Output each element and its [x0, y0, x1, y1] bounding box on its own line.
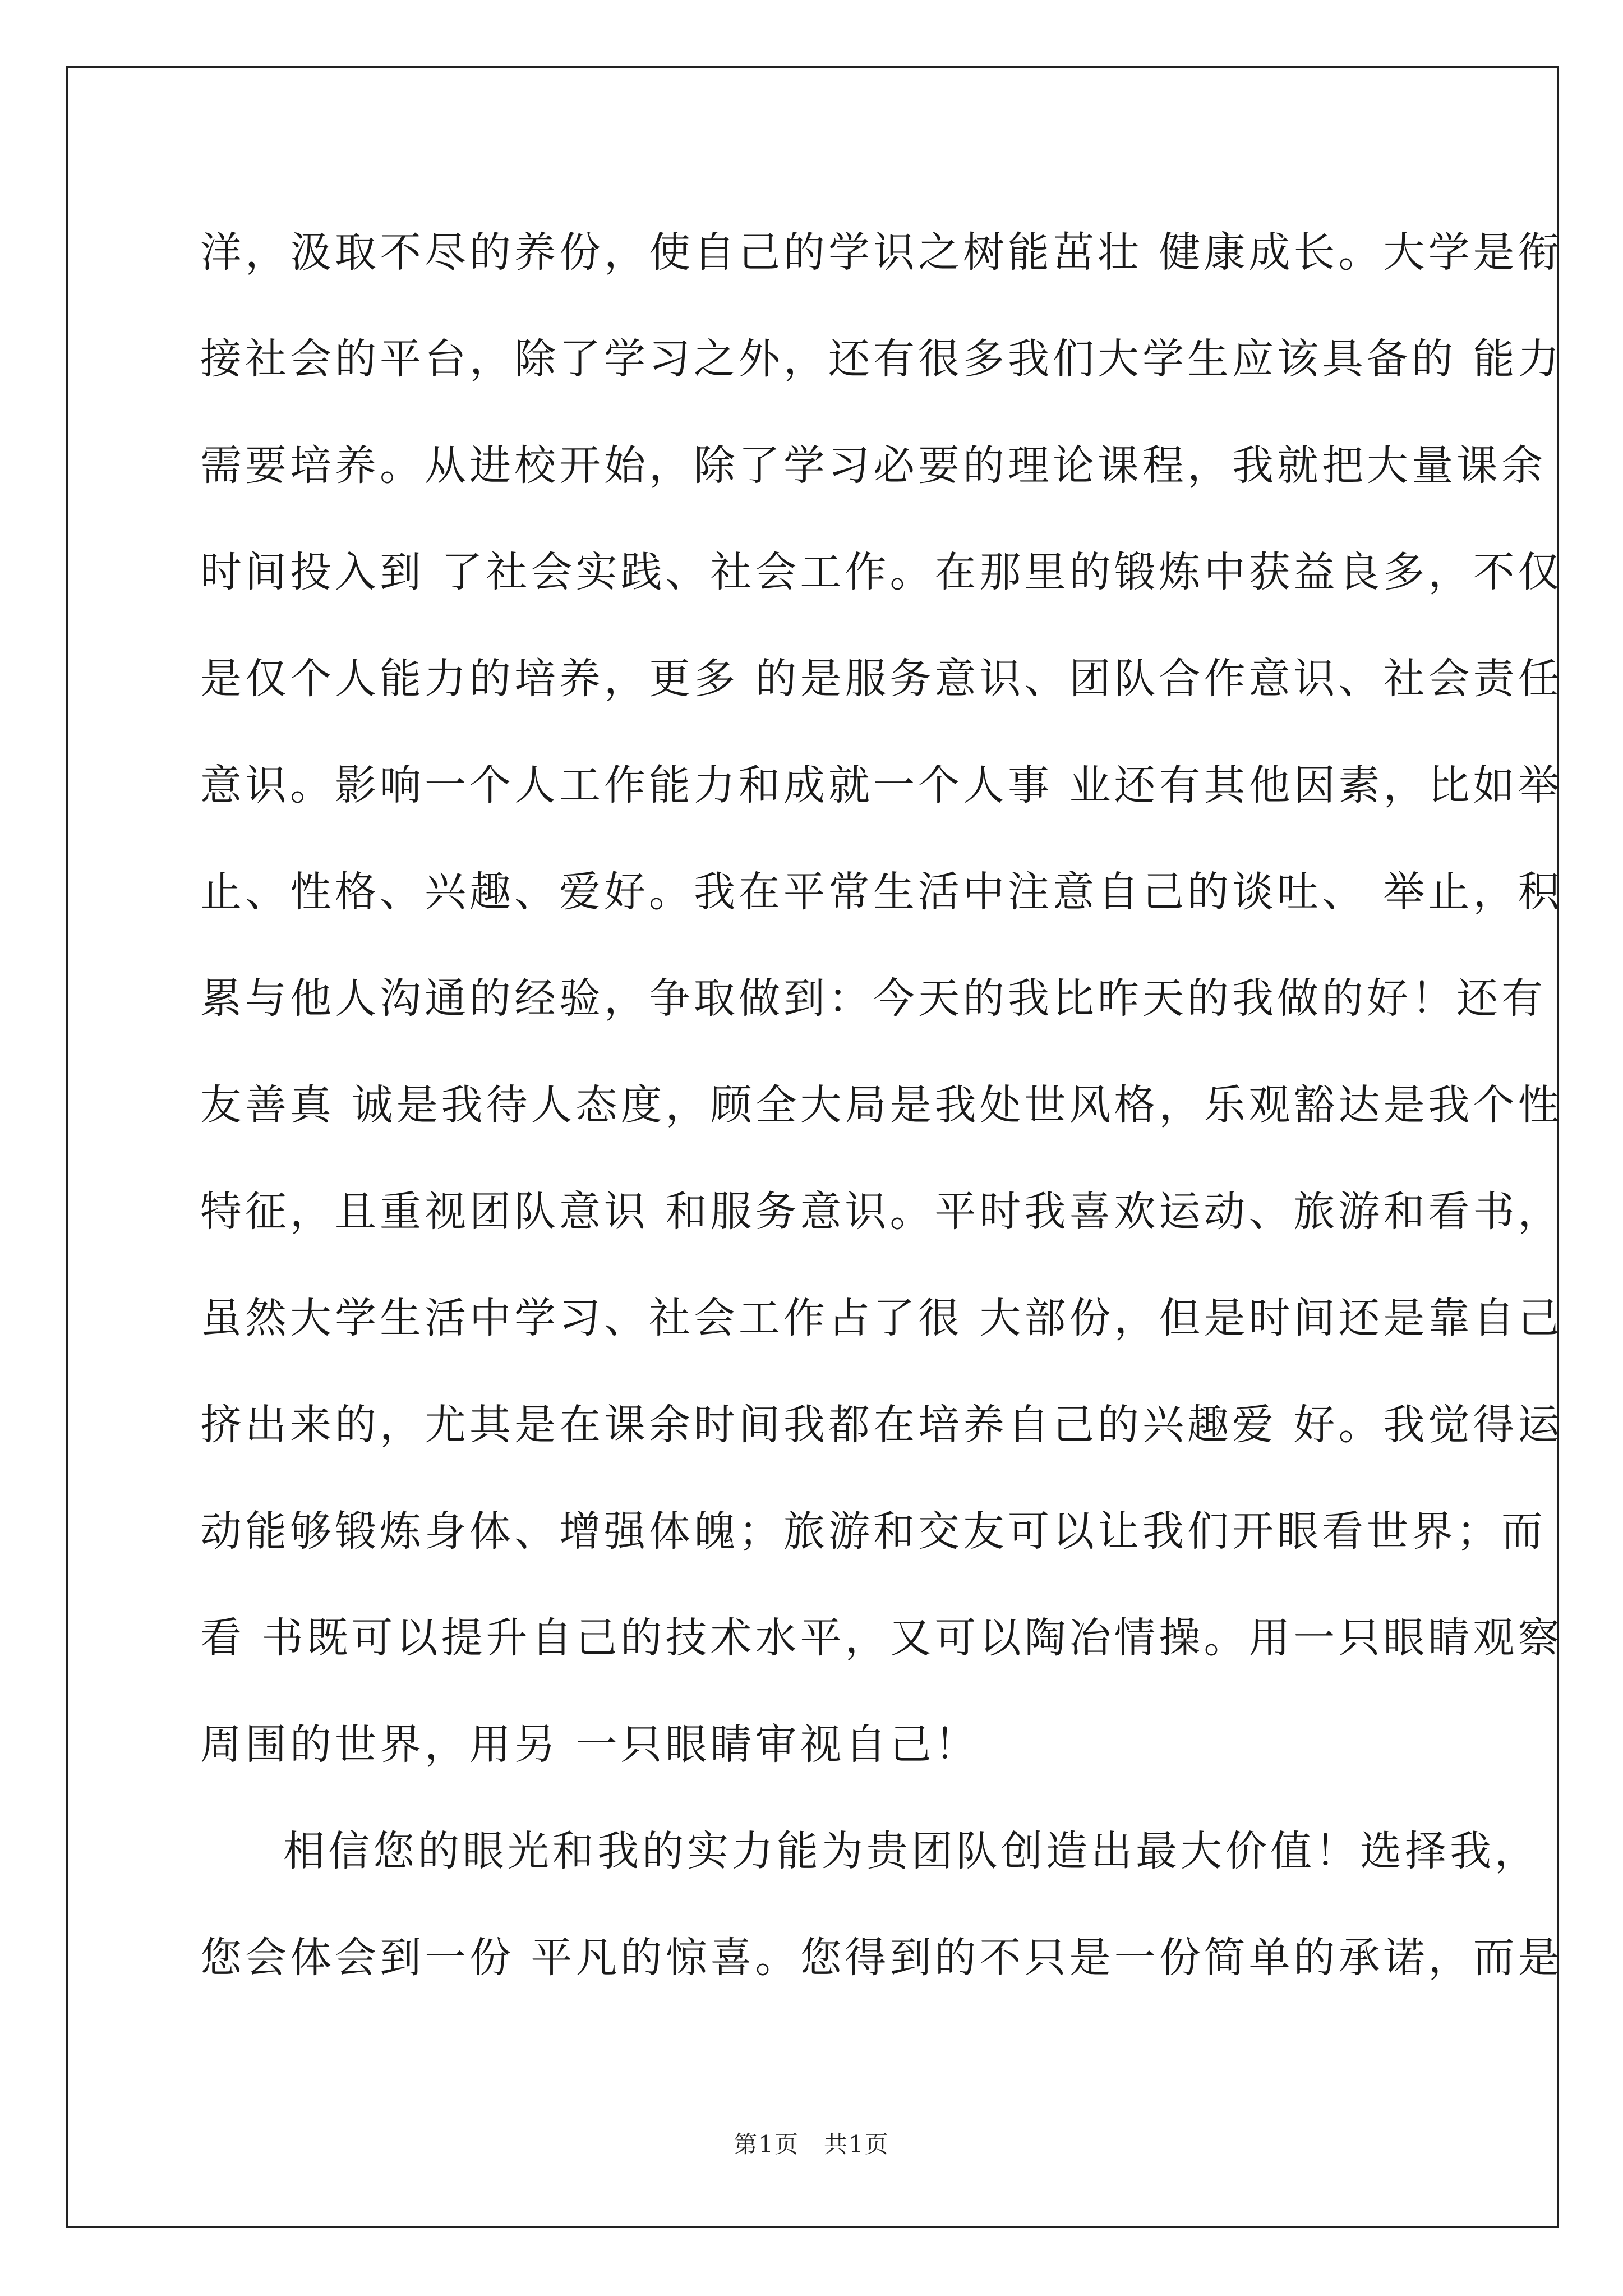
text-line: 动能够锻炼身体、增强体魄；旅游和交友可以让我们开眼看世界；而: [200, 1507, 1546, 1556]
paragraph-1: [200, 219, 1563, 1818]
text-line: 相信您的眼光和我的实力能为贵团队创造出最大价值！选择我，: [283, 1827, 1539, 1875]
text-line: 特征，且重视团队意识 和服务意识。平时我喜欢运动、旅游和看书，: [200, 1188, 1563, 1236]
text-line: 需要培养。从进校开始，除了学习必要的理论课程，我就把大量课余: [200, 441, 1546, 490]
page-number-footer: 第1页 共1页: [734, 2131, 889, 2158]
text-line: 周围的世界，用另 一只眼睛审视自己！: [200, 1720, 980, 1769]
text-line: 洋，汲取不尽的养份，使自己的学识之树能茁壮 健康成长。大学是衔: [200, 228, 1563, 277]
text-line: 挤出来的，尤其是在课余时间我都在培养自己的兴趣爱 好。我觉得运: [200, 1401, 1563, 1449]
text-line: 接社会的平台，除了学习之外，还有很多我们大学生应该具备的 能力: [200, 335, 1563, 383]
text-line: 虽然大学生活中学习、社会工作占了很 大部份，但是时间还是靠自己: [200, 1294, 1563, 1342]
text-line: 时间投入到 了社会实践、社会工作。在那里的锻炼中获益良多，不仅: [200, 548, 1563, 596]
text-line: 看 书既可以提升自己的技术水平，又可以陶冶情操。用一只眼睛观察: [200, 1614, 1563, 1662]
text-line: 是仅个人能力的培养，更多 的是服务意识、团队合作意识、社会责任: [200, 655, 1563, 703]
document-body: [200, 219, 1563, 2031]
text-line: 您会体会到一份 平凡的惊喜。您得到的不只是一份简单的承诺，而是: [200, 1934, 1563, 1982]
text-line: 友善真 诚是我待人态度，顾全大局是我处世风格，乐观豁达是我个性: [200, 1081, 1563, 1129]
text-line: 止、性格、兴趣、爱好。我在平常生活中注意自己的谈吐、 举止，积: [200, 868, 1563, 916]
paragraph-2: [200, 1818, 1563, 2031]
text-line: 累与他人沟通的经验，争取做到：今天的我比昨天的我做的好！还有: [200, 974, 1546, 1023]
text-line: 意识。影响一个人工作能力和成就一个人事 业还有其他因素，比如举: [200, 761, 1563, 809]
